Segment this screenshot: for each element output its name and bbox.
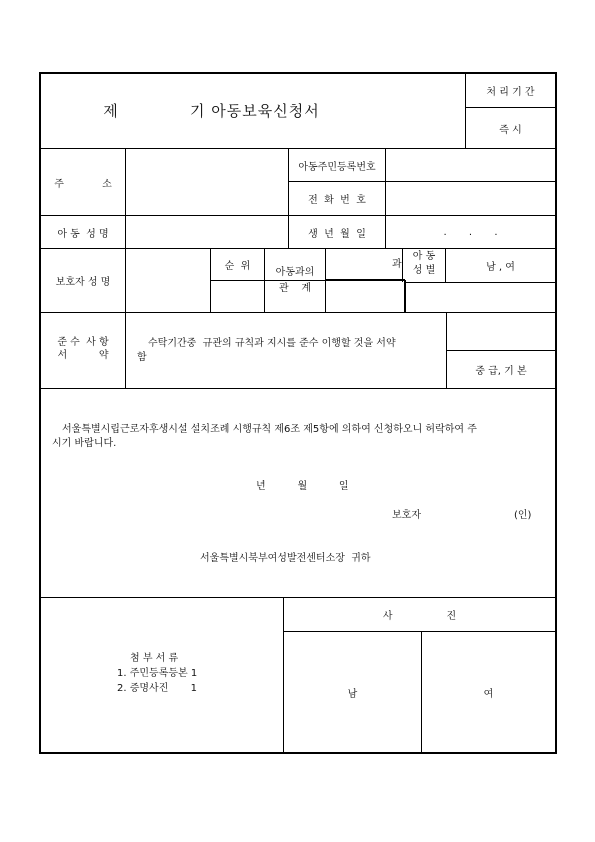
child-name-label: 아 동 성 명 <box>57 228 109 240</box>
child-id-label: 아동주민등록번호 <box>298 161 376 173</box>
photo-female[interactable]: 여 <box>483 688 494 700</box>
child-name-field[interactable] <box>126 216 288 248</box>
recipient: 서울특별시북부여성발전센터소장 귀하 <box>200 553 371 564</box>
processing-period-value: 즉 시 <box>499 124 522 136</box>
attachment-item-1: 1. 주민등록등본 1 <box>117 668 198 679</box>
statement-line-2: 시기 바랍니다. <box>52 438 117 449</box>
frame-right <box>555 72 557 754</box>
guardian-name-field[interactable] <box>126 249 210 312</box>
order-label: 순 위 <box>224 261 251 272</box>
gender-value[interactable]: 남 , 여 <box>486 262 515 273</box>
birth-field[interactable]: . . . <box>443 226 498 238</box>
birth-label: 생 년 월 일 <box>308 228 366 240</box>
form-title: 기 아동보육신청서 <box>190 101 320 120</box>
relation-label-1: 아동과의 <box>275 267 315 278</box>
photo-header: 사 진 <box>382 611 457 622</box>
statement-line-1: 서울특별시립근로자후생시설 설치조례 시행규칙 제6조 제5항에 의하여 신청하오니 허락하여 주 <box>62 424 477 435</box>
child-gender-label-2: 성 별 <box>412 265 436 276</box>
guardian-signature-label: 보호자 <box>392 510 421 521</box>
compliance-text-1: 수탁기간중 규관의 규칙과 지시를 준수 이행할 것을 서약 <box>148 338 396 349</box>
address-field[interactable] <box>126 149 288 215</box>
attachments-title: 첨 부 서 류 <box>130 653 179 664</box>
form-title-prefix: 제 <box>103 101 119 120</box>
relation-field[interactable] <box>326 249 390 279</box>
order-field[interactable] <box>211 281 264 312</box>
child-gender-label-1: 아 동 <box>412 251 436 262</box>
phone-field[interactable] <box>386 182 555 215</box>
child-id-field[interactable] <box>386 149 555 181</box>
grade-field[interactable] <box>447 313 555 350</box>
processing-period-label: 처 리 기 간 <box>486 86 535 98</box>
seal-mark: (인) <box>514 510 532 521</box>
guardian-name-label: 보호자 성 명 <box>55 277 111 288</box>
date-line: 년 월 일 <box>256 481 349 492</box>
relation-label-2: 관 계 <box>278 283 312 294</box>
frame-bottom <box>39 752 557 754</box>
address-label: 주 소 <box>54 178 112 190</box>
photo-male[interactable]: 남 <box>347 688 358 700</box>
compliance-text-2: 함 <box>137 352 147 363</box>
relation-suffix: 과 <box>392 259 402 270</box>
phone-label: 전 화 번 호 <box>308 195 366 206</box>
attachment-item-2: 2. 증명사진 1 <box>117 683 197 694</box>
grade-value[interactable]: 중 급, 기 본 <box>475 366 527 377</box>
compliance-label-1: 준 수 사 항 <box>57 337 109 348</box>
compliance-label-2: 서 약 <box>57 350 109 361</box>
